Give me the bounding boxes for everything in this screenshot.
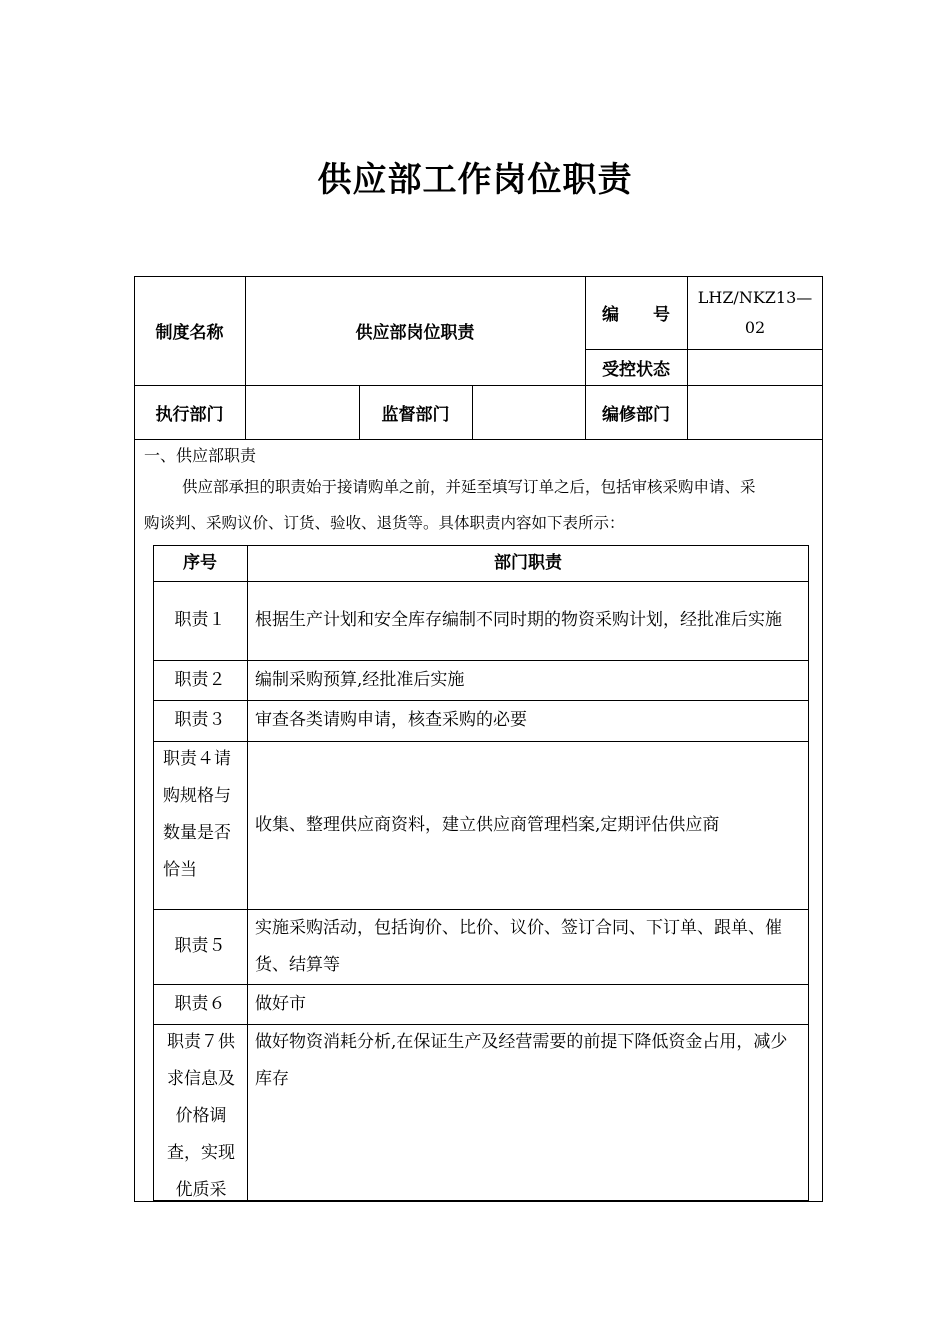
value-control-status [687,349,823,385]
duty-row-3-no: 职责３ [174,710,226,730]
value-supervise-dept [472,385,585,439]
duty-row-4-no: 职责４请购规格与数量是否恰当 [163,749,231,880]
duty-row-2-no: 职责２ [174,669,226,690]
duty-row-7-no: 职责７供求信息及价格调查，实现优质采 [167,1032,235,1200]
label-code: 编 号 [602,305,670,325]
duty-row-5-no: 职责５ [174,936,226,956]
duty-row-3-text: 审查各类请购申请，核查采购的必要 [255,710,527,730]
value-code [687,276,823,349]
intro-line-2: 购谈判、采购议价、订货、验收、退货等。具体职责内容如下表所示： [144,514,625,532]
value-system-name: 供应部岗位职责 [355,323,475,343]
intro-line-1: 供应部承担的职责始于接请购单之前，并延至填写订单之后，包括审核采购申请、采 [182,478,756,496]
section-heading: 一、供应部职责 [144,446,257,465]
label-edit-dept: 编修部门 [602,404,670,425]
label-supervise-dept: 监督部门 [381,404,450,425]
label-exec-dept: 执行部门 [155,404,224,425]
duty-row-2-text: 编制采购预算,经批准后实施 [255,669,465,690]
value-code-line1: LHZ/NKZ13— [697,287,813,307]
duty-row-6-no: 职责６ [174,993,226,1014]
label-system-name: 制度名称 [155,323,224,343]
value-edit-dept [687,385,823,439]
value-code-line2: 02 [744,317,766,337]
duty-row-1-no: 职责１ [174,610,226,630]
duty-row-7-text: 做好物资消耗分析,在保证生产及经营需要的前提下降低资金占用，减少库存 [255,1032,788,1089]
value-exec-dept [245,385,359,439]
duty-row-4-text: 收集、整理供应商资料，建立供应商管理档案,定期评估供应商 [255,814,720,835]
col-header-no: 序号 [183,552,217,573]
duty-row-6-text: 做好市 [255,993,306,1014]
duty-row-5-text: 实施采购活动，包括询价、比价、议价、签订合同、下订单、跟单、催货、结算等 [255,917,782,975]
label-control-status: 受控状态 [602,359,670,380]
col-header-duty: 部门职责 [494,552,562,573]
duty-row-1-text: 根据生产计划和安全库存编制不同时期的物资采购计划，经批准后实施 [255,610,782,630]
document-title: 供应部工作岗位职责 [317,160,633,200]
